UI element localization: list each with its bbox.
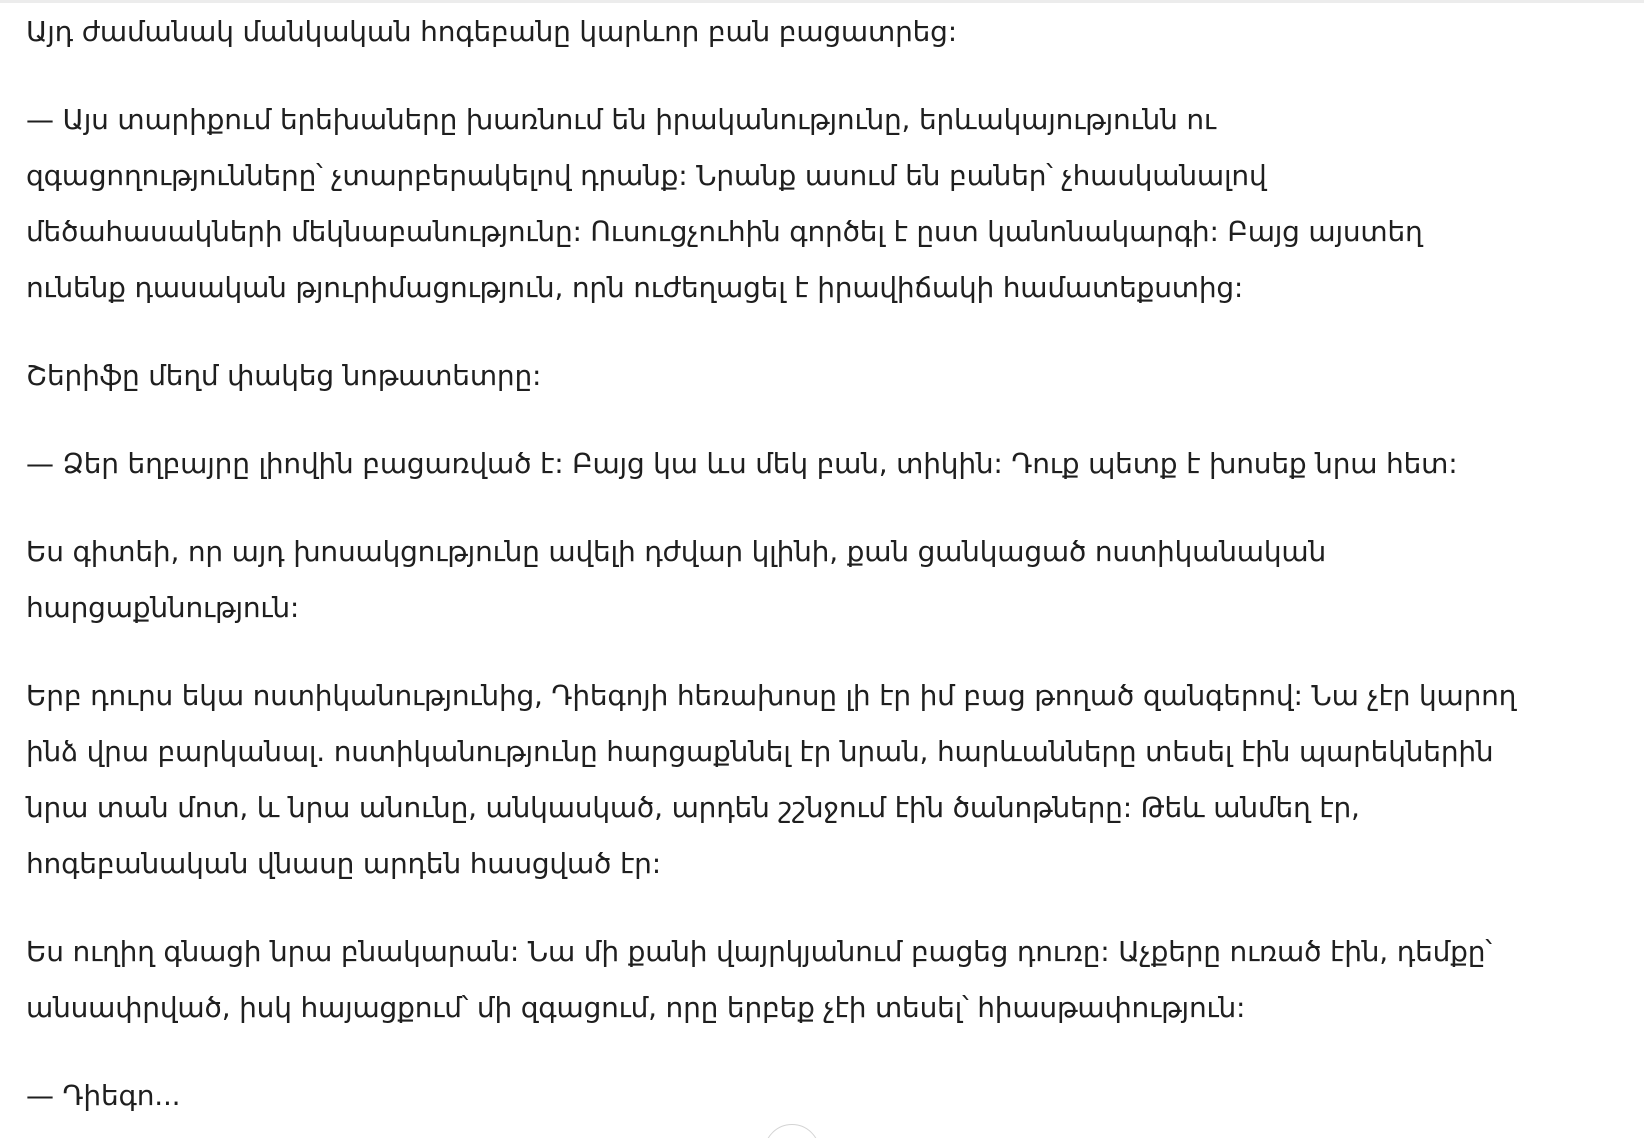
- paragraph: — Ձեր եղբայրը լիովին բացառված է: Բայց կա ևս մեկ բան, տիկին: Դուք պետք է խոսեք նրա հետ:: [26, 447, 1458, 480]
- paragraph: Ես գիտեի, որ այդ խոսակցությունը ավելի դժվար կլինի, քան ցանկացած ոստիկանական հարցաքննություն:: [26, 535, 1326, 624]
- paragraph: — Դիեգո...: [26, 1079, 181, 1112]
- paragraph: — Այս տարիքում երեխաները խառնում են իրականությունը, երևակայությունն ու զգացողությունները՝ չտարբերակելով դրանք: Նրանք ասում են բաներ՝ չհասկանալով մեծահասակների մեկնաբանությունը: Ուսուցչուհին գործել է ըստ կանոնակարգի: Բայց այստեղ ունենք դասական թյուրիմացություն, որն ուժեղացել է իրավիճակի համատեքստից:: [26, 103, 1423, 304]
- paragraph: Ես ուղիղ գնացի նրա բնակարան: Նա մի քանի վայրկյանում բացեց դուռը: Աչքերը ուռած էին, դեմքը՝ անսափրված, իսկ հայացքում՝ մի զգացում, որը երբեք չէի տեսել՝ հիասթափություն:: [26, 935, 1492, 1024]
- paragraph: Շերիֆը մեղմ փակեց նոթատետրը:: [26, 359, 542, 392]
- document-body: [26, 4, 1616, 1138]
- paragraph: Երբ դուրս եկա ոստիկանությունից, Դիեգոյի հեռախոսը լի էր իմ բաց թողած զանգերով: Նա չէր կարող ինձ վրա բարկանալ. ոստիկանությունը հարցաքննել էր նրան, հարևանները տեսել էին պարեկներին նրա տան մոտ, և նրա անունը, անկասկած, արդեն շշնջում էին ծանոթները: Թեև անմեղ էր, հոգեբանական վնասը արդեն հասցված էր:: [26, 679, 1517, 880]
- paragraph: Այդ ժամանակ մանկական հոգեբանը կարևոր բան բացատրեց:: [26, 15, 957, 48]
- top-divider: [0, 0, 1644, 3]
